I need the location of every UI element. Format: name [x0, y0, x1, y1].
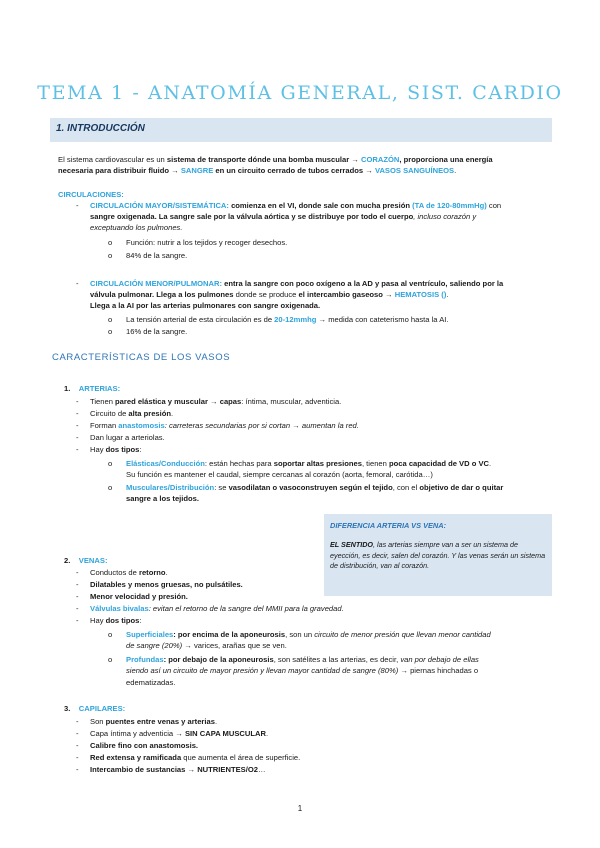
valvulas-term: Válvulas bivalas	[90, 604, 149, 613]
menor-text: .	[446, 290, 449, 299]
mayor-pressure: (TA de 120-80mmHg)	[412, 201, 487, 210]
section-heading-bar	[50, 118, 552, 142]
circle-bullet: o	[108, 483, 113, 492]
dash-bullet: -	[76, 433, 79, 442]
menor-line-2	[90, 289, 448, 300]
circle-bullet: o	[108, 315, 113, 324]
dash-bullet: -	[76, 580, 79, 589]
circle-bullet: o	[108, 459, 113, 468]
arterias-number: 1.	[64, 384, 71, 393]
capilares-item-5	[90, 764, 266, 775]
profundas-line-3: edematizadas.	[126, 678, 176, 687]
intro-line-1	[58, 154, 493, 165]
circle-bullet: o	[108, 630, 113, 639]
venas-text: Hay	[90, 616, 106, 625]
superficiales-line-2	[126, 640, 287, 651]
arterias-emphasis: dos tipos	[105, 445, 140, 454]
arterias-emphasis: soportar altas presiones	[273, 459, 362, 468]
mayor-sub-1: Función: nutrir a los tejidos y recoger desechos.	[126, 238, 288, 247]
arterias-text: Hay	[90, 445, 106, 454]
venas-item-3	[90, 591, 188, 602]
capilares-text: .	[265, 729, 269, 738]
mayor-line-2	[90, 211, 476, 222]
venas-italic: circuito de menor presión que llevan menor cantidad	[314, 630, 491, 639]
circle-bullet: o	[108, 655, 113, 664]
venas-emphasis: Menor velocidad y presión.	[90, 592, 188, 601]
venas-emphasis: : por debajo de la aponeurosis	[163, 655, 274, 664]
corazon-term: CORAZÓN	[361, 155, 400, 164]
musculares-line-1	[126, 482, 503, 493]
venas-text: .	[165, 568, 168, 577]
arterias-italic: : carreteras secundarias por si cortan → aumentan la red.	[164, 421, 359, 430]
circulaciones-heading: CIRCULACIONES:	[58, 190, 124, 199]
capilares-text: .	[214, 717, 218, 726]
dash-bullet: -	[76, 604, 79, 613]
dash-bullet: -	[76, 201, 79, 210]
callout-body	[330, 540, 546, 572]
capilares-emphasis: Calibre fino con anastomosis.	[90, 741, 199, 750]
capilares-emphasis: Red extensa y ramificada	[90, 753, 182, 762]
capilares-emphasis: puentes entre venas y arterias	[105, 717, 215, 726]
mayor-line-3	[90, 222, 182, 233]
callout-lead: EL SENTIDO	[330, 540, 373, 549]
page-title: TEMA 1 - ANATOMÍA GENERAL, SIST. CARDIO	[37, 82, 563, 104]
dash-bullet: -	[76, 568, 79, 577]
dash-bullet: -	[76, 397, 79, 406]
venas-text: → piernas hinchadas o	[398, 666, 479, 675]
arterias-heading	[64, 383, 120, 394]
venas-text: , son satélites a las arterias, es decir,	[273, 655, 401, 664]
menor-emphasis: válvula pulmonar. Llega a los pulmones	[90, 290, 234, 299]
venas-item-2	[90, 579, 243, 590]
dash-bullet: -	[76, 409, 79, 418]
capilares-text: Capa íntima y adventicia →	[90, 729, 185, 738]
arterias-emphasis: alta presión	[128, 409, 172, 418]
arterias-text: : se	[214, 483, 229, 492]
dash-bullet: -	[76, 717, 79, 726]
arterias-emphasis: vasodilatan o vasoconstruyen según el tejido	[228, 483, 393, 492]
capilares-item-3	[90, 740, 198, 751]
capilares-text: Son	[90, 717, 106, 726]
intro-emphasis: en un circuito cerrado de tubos cerrados →	[213, 166, 375, 175]
venas-emphasis: dos tipos	[105, 616, 140, 625]
arterias-text: : íntima, muscular, adventicia.	[241, 397, 342, 406]
capilares-emphasis: Intercambio de sustancias → NUTRIENTES/O2	[90, 765, 258, 774]
intro-line-2	[58, 165, 456, 176]
arterias-item-1	[90, 396, 341, 407]
venas-number: 2.	[64, 556, 71, 565]
intro-emphasis: sistema de transporte dónde una bomba muscular →	[166, 155, 361, 164]
venas-text: , son un	[285, 630, 315, 639]
mayor-italic: exceptuando los pulmones.	[90, 223, 183, 232]
elasticas-line-2: Su función es mantener el caudal, siempre cercanas al corazón (aorta, femoral, carótida…)	[126, 470, 433, 479]
arterias-item-3	[90, 420, 359, 431]
superficiales-label: Superficiales	[126, 630, 174, 639]
menor-emphasis: entra la sangre con poco oxígeno a la AD y pasa al ventrículo, saliendo por la	[222, 279, 504, 288]
sangre-term: SANGRE	[180, 166, 214, 175]
vasos-term: VASOS SANGUÍNEOS	[374, 166, 455, 175]
anastomosis-term: anastomosis	[118, 421, 165, 430]
dash-bullet: -	[76, 421, 79, 430]
arterias-label: ARTERIAS:	[78, 384, 121, 393]
profundas-line-2	[126, 665, 478, 676]
mayor-emphasis: comienza en el VI, donde sale con mucha presión	[228, 201, 413, 210]
menor-emphasis: Llega a la AI por las arterias pulmonares con sangre oxigenada.	[90, 301, 321, 310]
musculares-line-2	[126, 493, 199, 504]
menor-sub-2: 16% de la sangre.	[126, 327, 188, 336]
circle-bullet: o	[108, 327, 113, 336]
venas-emphasis: retorno	[138, 568, 166, 577]
capilares-number: 3.	[64, 704, 71, 713]
circle-bullet: o	[108, 251, 113, 260]
arterias-item-5	[90, 444, 142, 455]
capilares-text: que aumenta el área de superficie.	[181, 753, 301, 762]
superficiales-line-1	[126, 629, 491, 640]
venas-emphasis: : por encima de la aponeurosis	[173, 630, 286, 639]
venas-italic: van por debajo de ellas	[400, 655, 479, 664]
arterias-text: .	[171, 409, 174, 418]
vasos-heading: CARACTERÍSTICAS DE LOS VASOS	[52, 352, 231, 363]
menor-sub-1	[126, 314, 449, 325]
venas-text: → varices, arañas que se ven.	[182, 641, 287, 650]
mayor-line-1	[90, 200, 501, 211]
profundas-line-1	[126, 654, 479, 665]
intro-text: El sistema cardiovascular es un	[58, 155, 167, 164]
arterias-item-2	[90, 408, 173, 419]
venas-heading	[64, 555, 108, 566]
hematosis-term: HEMATOSIS ()	[394, 290, 447, 299]
arterias-text: :	[139, 445, 142, 454]
elasticas-line-1	[126, 458, 491, 469]
capilares-label: CAPILARES:	[78, 704, 126, 713]
arterias-text: Forman	[90, 421, 119, 430]
musculares-label: Musculares/Distribución	[126, 483, 215, 492]
venas-italic: de sangre (20%)	[126, 641, 183, 650]
dash-bullet: -	[76, 279, 79, 288]
arterias-item-4: Dan lugar a arteriolas.	[90, 433, 165, 442]
menor-pressure: 20-12mmhg	[274, 315, 317, 324]
menor-text: La tensión arterial de esta circulación es de	[126, 315, 275, 324]
callout-heading: DIFERENCIA ARTERIA VS VENA:	[330, 521, 447, 530]
venas-italic: : evitan el retorno de la sangre del MMII para la gravedad.	[148, 604, 344, 613]
mayor-emphasis: sangre oxigenada. La sangre sale por la válvula aórtica y se distribuye por todo el cuerpo	[90, 212, 414, 221]
venas-item-5	[90, 615, 142, 626]
intro-emphasis: necesaria para distribuir fluido →	[58, 166, 181, 175]
menor-line-3	[90, 300, 320, 311]
capilares-item-4	[90, 752, 300, 763]
callout-text: , las arterias siempre van a ser un sistema de eyección, es decir, salen del corazón. Y las venas serán un sistema de distribución, van al corazón.	[330, 540, 546, 570]
capilares-text: …	[257, 765, 266, 774]
menor-text: donde se produce	[233, 290, 299, 299]
capilares-heading	[64, 703, 125, 714]
arterias-emphasis: sangre a los tejidos.	[126, 494, 200, 503]
arterias-text: : están hechas para	[204, 459, 274, 468]
venas-text: Conductos de	[90, 568, 139, 577]
dash-bullet: -	[76, 741, 79, 750]
dash-bullet: -	[76, 445, 79, 454]
mayor-sub-2: 84% de la sangre.	[126, 251, 188, 260]
arterias-emphasis: pared elástica y muscular → capas	[115, 397, 242, 406]
arteria-vs-vena-callout	[324, 514, 552, 596]
capilares-emphasis: SIN CAPA MUSCULAR	[184, 729, 266, 738]
mayor-italic: , incluso corazón y	[413, 212, 477, 221]
arterias-text: Tienen	[90, 397, 116, 406]
arterias-text: , con el	[392, 483, 420, 492]
arterias-emphasis: poca capacidad de VD o VC	[388, 459, 489, 468]
dash-bullet: -	[76, 616, 79, 625]
elasticas-label: Elásticas/Conducción	[126, 459, 205, 468]
dash-bullet: -	[76, 592, 79, 601]
dash-bullet: -	[76, 753, 79, 762]
arterias-emphasis: objetivo de dar o quitar	[419, 483, 504, 492]
page-number: 1	[297, 804, 303, 813]
menor-line-1	[90, 278, 503, 289]
capilares-item-2	[90, 728, 268, 739]
intro-text: .	[454, 166, 457, 175]
profundas-label: Profundas	[126, 655, 164, 664]
venas-item-1	[90, 567, 168, 578]
menor-text: → medida con cateterismo hasta la AI.	[316, 315, 449, 324]
intro-emphasis: , proporciona una energía	[399, 155, 493, 164]
section-heading: 1. INTRODUCCIÓN	[56, 123, 145, 134]
venas-emphasis: Dilatables y menos gruesas, no pulsátiles.	[90, 580, 243, 589]
mayor-text: con	[486, 201, 502, 210]
arterias-text: .	[489, 459, 492, 468]
venas-item-4	[90, 603, 344, 614]
dash-bullet: -	[76, 765, 79, 774]
capilares-item-1	[90, 716, 217, 727]
venas-italic: siendo así un circuito de mayor presión y llevan mayor cantidad de sangre (80%)	[126, 666, 399, 675]
arterias-text: , tienen	[361, 459, 389, 468]
arterias-text: Circuito de	[90, 409, 129, 418]
venas-text: :	[139, 616, 142, 625]
venas-label: VENAS:	[78, 556, 108, 565]
dash-bullet: -	[76, 729, 79, 738]
mayor-label: CIRCULACIÓN MAYOR/SISTEMÁTICA:	[90, 201, 229, 210]
menor-emphasis: el intercambio gaseoso →	[298, 290, 395, 299]
menor-label: CIRCULACIÓN MENOR/PULMONAR:	[90, 279, 223, 288]
circle-bullet: o	[108, 238, 113, 247]
